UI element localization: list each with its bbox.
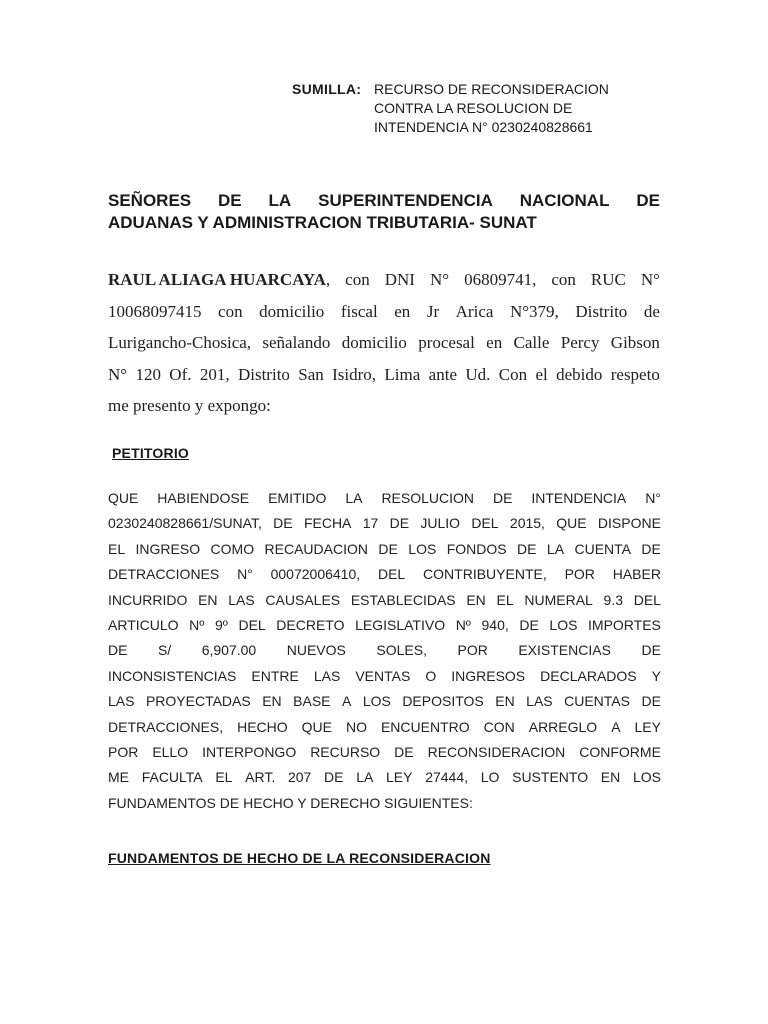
word: INCONSISTENCIAS <box>108 667 237 684</box>
word: EN <box>466 591 486 608</box>
word: INGRESOS <box>451 667 526 684</box>
word: Isidro, <box>332 364 377 384</box>
word: 6,907.00 <box>201 642 257 659</box>
word: N° <box>645 490 661 506</box>
word: EMITIDO <box>268 490 327 506</box>
fundamentos-heading: FUNDAMENTOS DE HECHO DE LA RECONSIDERACION <box>108 850 491 866</box>
word: O <box>425 667 437 684</box>
word: DEL <box>238 617 266 634</box>
word: LA <box>345 490 363 506</box>
word: DE <box>641 642 661 659</box>
word: domicilio <box>341 333 407 352</box>
word: POR <box>564 566 595 583</box>
word: DE <box>273 515 293 532</box>
word: SUSTENTO <box>512 769 589 786</box>
word: LO <box>480 769 500 786</box>
word: RUC <box>590 270 626 289</box>
word: EN <box>495 693 515 710</box>
petitorio-line <box>108 740 661 765</box>
word: Nº <box>455 617 471 634</box>
word: INTENDENCIA <box>531 490 627 506</box>
word: Arica <box>455 301 494 321</box>
word: N° <box>429 270 450 289</box>
word: LOS <box>632 769 661 786</box>
word: HABER <box>612 566 661 583</box>
word: Lurigancho-Chosica, <box>108 333 252 352</box>
word: DECRETO <box>276 617 345 634</box>
word: LAS <box>313 667 341 684</box>
word: el <box>535 364 548 384</box>
word: LA <box>546 540 565 557</box>
word: LEY <box>634 718 661 735</box>
word: NO <box>345 718 367 735</box>
word: Y <box>651 667 661 684</box>
intro-line <box>108 359 660 391</box>
petitorio-line <box>108 715 661 740</box>
petitorio-line <box>108 588 661 613</box>
word: DE <box>492 490 513 506</box>
petitorio-line <box>108 613 661 638</box>
word: LAS <box>526 693 553 710</box>
word: CONTRIBUYENTE, <box>423 566 547 583</box>
word: CUENTAS <box>564 693 630 710</box>
word: VENTAS <box>355 667 411 684</box>
word: DE <box>394 744 414 761</box>
word: DE <box>641 693 661 710</box>
word: LEGISLATIVO <box>355 617 446 634</box>
word: 17 <box>362 515 379 532</box>
word: NACIONAL <box>519 191 610 210</box>
word: RECONSIDERACION <box>427 744 566 761</box>
word: Distrito <box>575 301 628 321</box>
word: DECLARADOS <box>540 667 637 684</box>
word: San <box>298 364 324 384</box>
petitorio-line <box>108 664 661 689</box>
word: Lima <box>384 364 421 384</box>
word: COMO <box>210 540 255 557</box>
word: con <box>551 270 576 289</box>
word: SOLES, <box>376 642 427 659</box>
sumilla-line: INTENDENCIA N° 0230240828661 <box>374 119 593 135</box>
word: DETRACCIONES <box>108 566 220 583</box>
word: DE <box>324 769 344 786</box>
petitorio-line <box>108 511 661 536</box>
word: EN <box>198 591 218 608</box>
word: SUPERINTENDENCIA <box>318 191 493 210</box>
word: CUENTA <box>574 540 631 557</box>
word: BASE <box>293 693 331 710</box>
word: CAUSALES <box>265 591 341 608</box>
word: ARREGLO <box>528 718 598 735</box>
word: Percy <box>560 333 600 352</box>
word: Calle <box>513 333 550 352</box>
petitorio-line <box>108 765 661 790</box>
word: ART. <box>245 769 276 786</box>
word: INGRESO <box>135 540 201 557</box>
petitioner-name-text: RAUL ALIAGA HUARCAYA <box>108 270 326 289</box>
word: SEÑORES <box>108 191 192 210</box>
word: Jr <box>426 301 440 321</box>
word: Nº <box>189 617 205 634</box>
word: de <box>643 301 660 321</box>
word: QUE <box>556 515 587 532</box>
sumilla-label: SUMILLA: <box>292 81 362 97</box>
word: 0230240828661/SUNAT, <box>108 515 262 532</box>
word: DE <box>517 540 537 557</box>
petitorio-line <box>108 537 661 562</box>
intro-line <box>108 327 660 359</box>
word: procesal <box>418 333 475 352</box>
addressee-line-1 <box>108 190 660 212</box>
word: A <box>611 718 621 735</box>
word: DE <box>378 540 398 557</box>
word: Ud. <box>465 364 491 384</box>
word: DE <box>636 191 660 210</box>
word: LOS <box>549 617 578 634</box>
word: 2015, <box>509 515 545 532</box>
word: CON <box>483 718 515 735</box>
word: FONDOS <box>446 540 507 557</box>
petitorio-line <box>108 486 661 511</box>
intro-paragraph <box>108 264 660 422</box>
word: ENCUENTRO <box>380 718 470 735</box>
word: DEPOSITOS <box>402 693 484 710</box>
word: LOS <box>362 693 391 710</box>
word: EN <box>600 769 621 786</box>
petitorio-line <box>108 638 661 663</box>
word: DE <box>641 540 661 557</box>
word: N° <box>237 566 253 583</box>
word: 00072006410, <box>270 566 361 583</box>
word: RECAUDACION <box>264 540 368 557</box>
word: FECHA <box>303 515 352 532</box>
word: IMPORTES <box>588 617 661 634</box>
word: 9.3 <box>603 591 624 608</box>
sumilla-line: RECURSO DE RECONSIDERACION <box>374 81 609 97</box>
word: , <box>325 270 331 289</box>
word: con <box>345 270 370 289</box>
word: FACULTA <box>141 769 203 786</box>
word: NUEVOS <box>286 642 346 659</box>
word: LEY <box>386 769 413 786</box>
word: POR <box>108 744 139 761</box>
word: LAS <box>108 693 135 710</box>
word: EXISTENCIAS <box>518 642 611 659</box>
word: 06809741, <box>464 270 537 289</box>
intro-line: me presento y expongo: <box>108 396 271 415</box>
word: RESOLUCION <box>381 490 475 506</box>
word: EN <box>262 693 282 710</box>
word: NUMERAL <box>524 591 593 608</box>
word: PROYECTADAS <box>145 693 251 710</box>
word: 120 <box>135 364 161 384</box>
word: N°379, <box>509 301 559 321</box>
word: EL <box>108 540 126 557</box>
petitorio-line <box>108 689 661 714</box>
word: CONFORME <box>579 744 661 761</box>
word: 207 <box>287 769 312 786</box>
word: QUE <box>301 718 332 735</box>
petitorio-line: FUNDAMENTOS DE HECHO Y DERECHO SIGUIENTES: <box>108 794 473 811</box>
word: en <box>394 301 411 321</box>
addressee-block <box>108 190 660 234</box>
word: ARTICULO <box>108 617 179 634</box>
word: 10068097415 <box>108 301 202 321</box>
word: DE <box>108 642 128 659</box>
word: DNI <box>384 270 415 289</box>
word: A <box>341 693 352 710</box>
word: LA <box>268 191 292 210</box>
sumilla-line: CONTRA LA RESOLUCION DE <box>374 100 573 116</box>
word: 9º <box>214 617 228 634</box>
word: INCURRIDO <box>108 591 188 608</box>
word: N° <box>108 364 128 384</box>
petitorio-paragraph <box>108 486 661 816</box>
word: Distrito <box>237 364 290 384</box>
word: 27444, <box>425 769 469 786</box>
word: ante <box>428 364 457 384</box>
sumilla-text <box>374 80 714 137</box>
word: DE <box>389 515 410 532</box>
petitorio-line <box>108 562 661 587</box>
word: ME <box>108 769 129 786</box>
word: DISPONE <box>597 515 661 532</box>
word: INTERPONGO <box>202 744 297 761</box>
word: fiscal <box>340 301 378 321</box>
word: domicilio <box>259 301 325 321</box>
word: DETRACCIONES, <box>108 718 224 735</box>
word: QUE <box>108 490 139 506</box>
word: 940, <box>481 617 509 634</box>
word: ENTRE <box>251 667 299 684</box>
word: Of. <box>169 364 192 384</box>
word: respeto <box>610 364 660 384</box>
word: DE <box>519 617 539 634</box>
word: JULIO <box>420 515 461 532</box>
word: DEL <box>377 566 406 583</box>
word: con <box>218 301 243 321</box>
word: RECURSO <box>310 744 381 761</box>
word: DEL <box>633 591 661 608</box>
word: 201, <box>199 364 230 384</box>
word: ESTABLECIDAS <box>350 591 456 608</box>
word: DEL <box>471 515 499 532</box>
word: Con <box>498 364 528 384</box>
word: Gibson <box>610 333 660 352</box>
word: LA <box>356 769 374 786</box>
word: DE <box>218 191 242 210</box>
word: POR <box>457 642 488 659</box>
addressee-line-2: ADUANAS Y ADMINISTRACION TRIBUTARIA- SUNAT <box>108 213 537 232</box>
word: S/ <box>157 642 172 659</box>
word: señalando <box>262 333 331 352</box>
word: LAS <box>228 591 255 608</box>
word: HABIENDOSE <box>157 490 250 506</box>
word: N° <box>640 270 660 289</box>
intro-line <box>108 296 660 328</box>
word: ELLO <box>152 744 189 761</box>
word: EL <box>496 591 514 608</box>
petitioner-name <box>108 264 330 296</box>
petitorio-heading: PETITORIO <box>112 445 189 461</box>
word: HECHO <box>237 718 288 735</box>
intro-line <box>108 264 660 296</box>
word: LOS <box>408 540 437 557</box>
word: EL <box>215 769 233 786</box>
word: en <box>486 333 503 352</box>
word: debido <box>556 364 603 384</box>
